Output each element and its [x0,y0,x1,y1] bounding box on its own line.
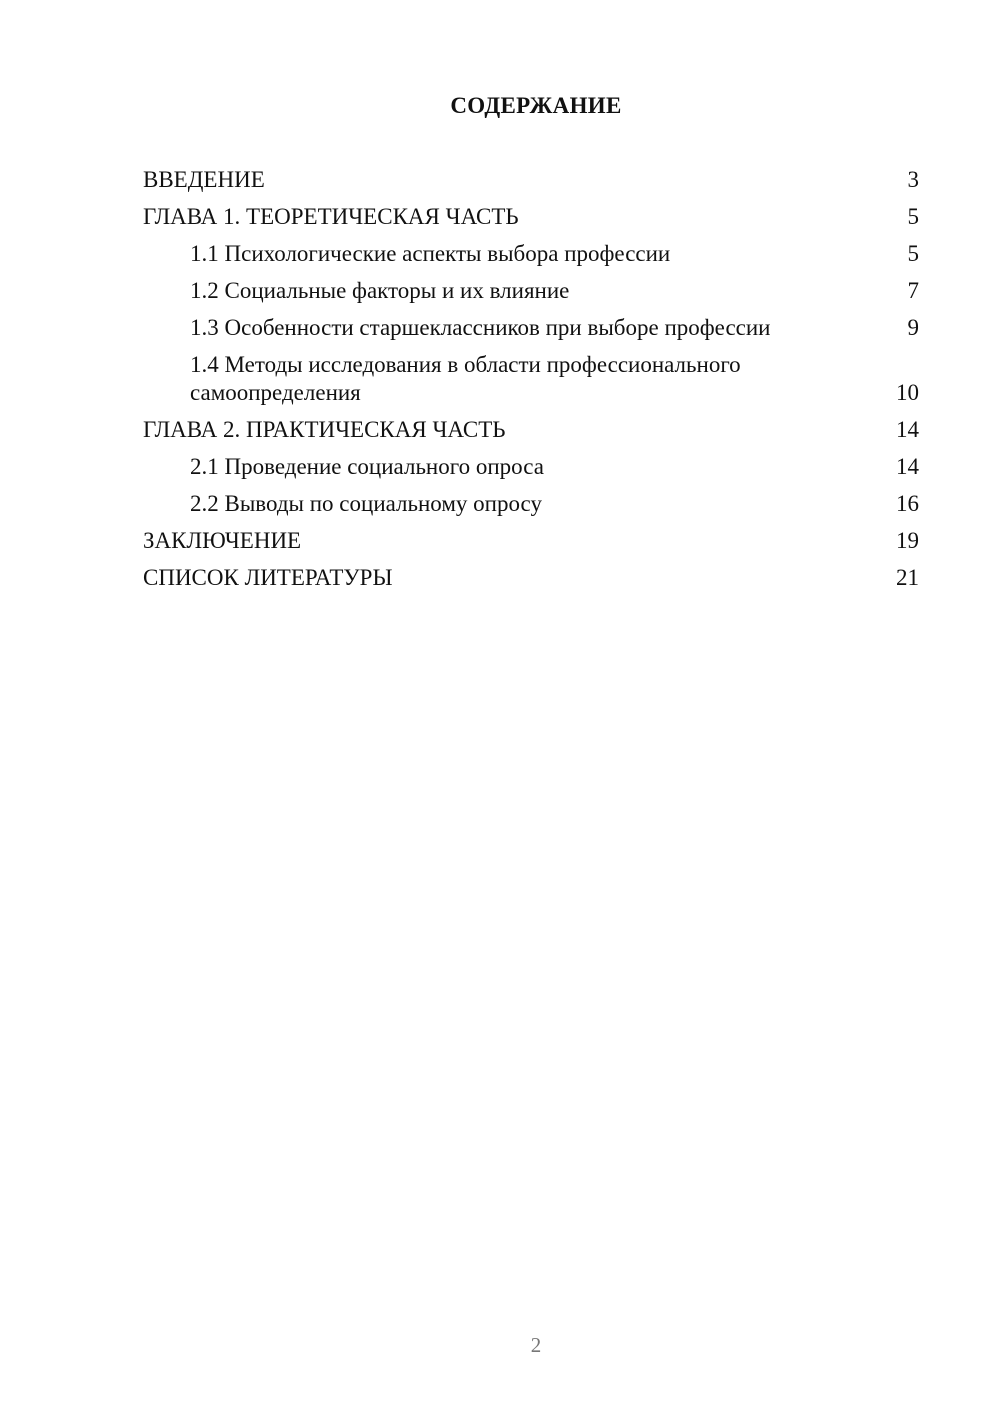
toc-entry-text: ЗАКЛЮЧЕНИЕ [143,528,302,553]
toc-entry-section-1-2[interactable] [143,277,919,305]
toc-entry-text: 1.3 Особенности старшеклассников при выборе профессии [190,315,771,340]
toc-entry-text: ГЛАВА 1. ТЕОРЕТИЧЕСКАЯ ЧАСТЬ [143,204,519,229]
toc-entry-text: 2.2 Выводы по социальному опросу [190,491,542,516]
toc-entry-introduction[interactable] [143,166,919,194]
toc-entry-page: 14 [896,454,919,479]
toc-entry-section-2-2[interactable] [143,490,919,518]
toc-entry-page: 9 [907,315,919,340]
toc-entry-page: 7 [907,278,919,303]
page-title: СОДЕРЖАНИЕ [450,93,622,118]
toc-entry-text: СПИСОК ЛИТЕРАТУРЫ [143,565,393,590]
toc-entry-page: 10 [896,380,919,405]
toc-entry-conclusion[interactable] [143,527,919,555]
toc-entry-page: 21 [896,565,919,590]
toc-entry-chapter-1[interactable] [143,203,919,231]
page-number: 2 [530,1333,542,1357]
toc-entry-section-1-3[interactable] [143,314,919,342]
toc-entry-section-1-4[interactable] [143,351,919,407]
toc-entry-page: 5 [907,241,919,266]
table-of-contents [143,166,919,601]
toc-entry-page: 14 [896,417,919,442]
toc-entry-page: 16 [896,491,919,516]
toc-entry-text: 1.4 Методы исследования в области профессионального самоопределения [190,352,741,405]
toc-entry-text: 1.1 Психологические аспекты выбора профессии [190,241,671,266]
toc-entry-text: 1.2 Социальные факторы и их влияние [190,278,570,303]
toc-entry-page: 3 [907,167,919,192]
toc-entry-chapter-2[interactable] [143,416,919,444]
toc-entry-section-2-1[interactable] [143,453,919,481]
toc-entry-text: 2.1 Проведение социального опроса [190,454,544,479]
toc-entry-text: ВВЕДЕНИЕ [143,167,265,192]
toc-entry-page: 5 [907,204,919,229]
toc-entry-page: 19 [896,528,919,553]
toc-entry-section-1-1[interactable] [143,240,919,268]
toc-entry-references[interactable] [143,564,919,592]
toc-entry-text: ГЛАВА 2. ПРАКТИЧЕСКАЯ ЧАСТЬ [143,417,506,442]
